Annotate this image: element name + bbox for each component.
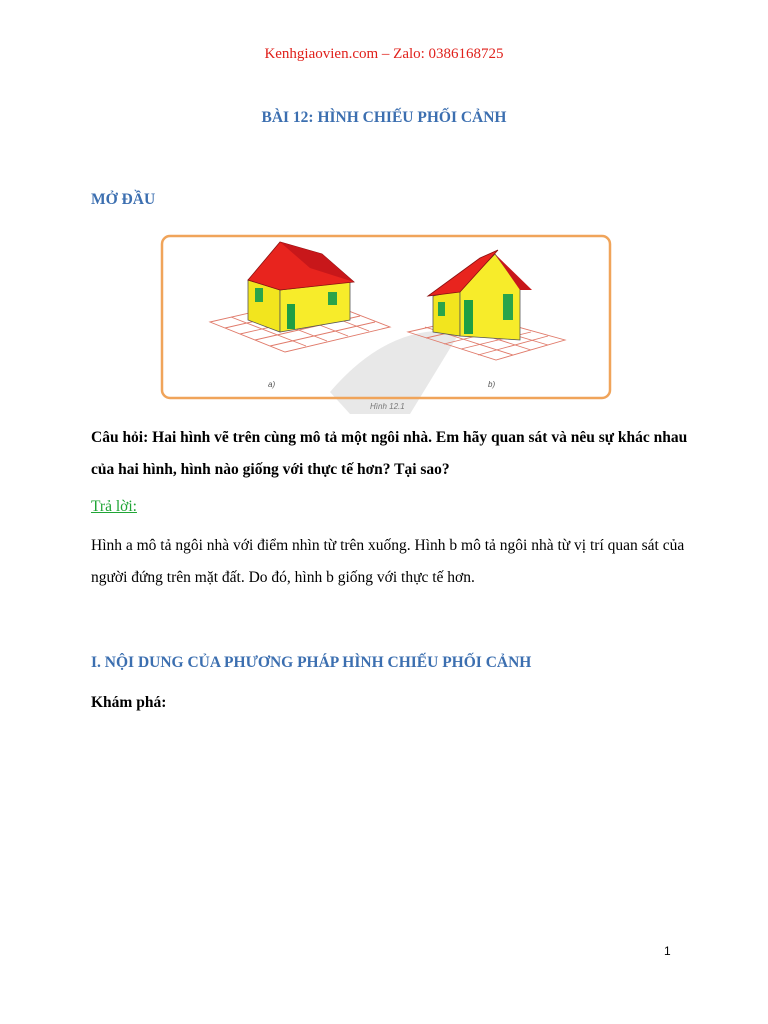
intro-heading: MỞ ĐẦU	[91, 191, 156, 208]
house-a	[248, 242, 354, 332]
window-b1	[438, 302, 445, 316]
label-b: b)	[488, 380, 496, 389]
window-a1	[255, 288, 263, 302]
answer-label: Trả lời:	[91, 498, 137, 515]
question-text: Câu hỏi: Hai hình vẽ trên cùng mô tả một ngôi nhà. Em hãy quan sát và nêu sự khác nhau của hai hình, hình nào giống với thực tế hơn? Tại sao?	[91, 429, 688, 478]
door-a	[287, 304, 295, 329]
answer-text: Hình a mô tả ngôi nhà với điểm nhìn từ trên xuống. Hình b mô tả ngôi nhà từ vị trí quan sát của người đứng trên mặt đất. Do đó, hình b giống với thực tế hơn.	[91, 537, 685, 586]
explore-label: Khám phá:	[91, 694, 167, 711]
lesson-title: BÀI 12: HÌNH CHIẾU PHỐI CẢNH	[261, 109, 507, 126]
figure-caption: Hình 12.1	[370, 402, 405, 411]
label-a: a)	[268, 380, 276, 389]
door-b	[464, 300, 473, 334]
window-b2	[503, 294, 513, 320]
page-header: Kenhgiaovien.com – Zalo: 0386168725	[264, 46, 504, 62]
page-number: 1	[664, 944, 671, 958]
section1-heading: I. NỘI DUNG CỦA PHƯƠNG PHÁP HÌNH CHIẾU PHỐI CẢNH	[91, 654, 532, 671]
house-b	[428, 250, 532, 340]
window-a2	[328, 292, 337, 305]
house-figure	[160, 232, 612, 414]
